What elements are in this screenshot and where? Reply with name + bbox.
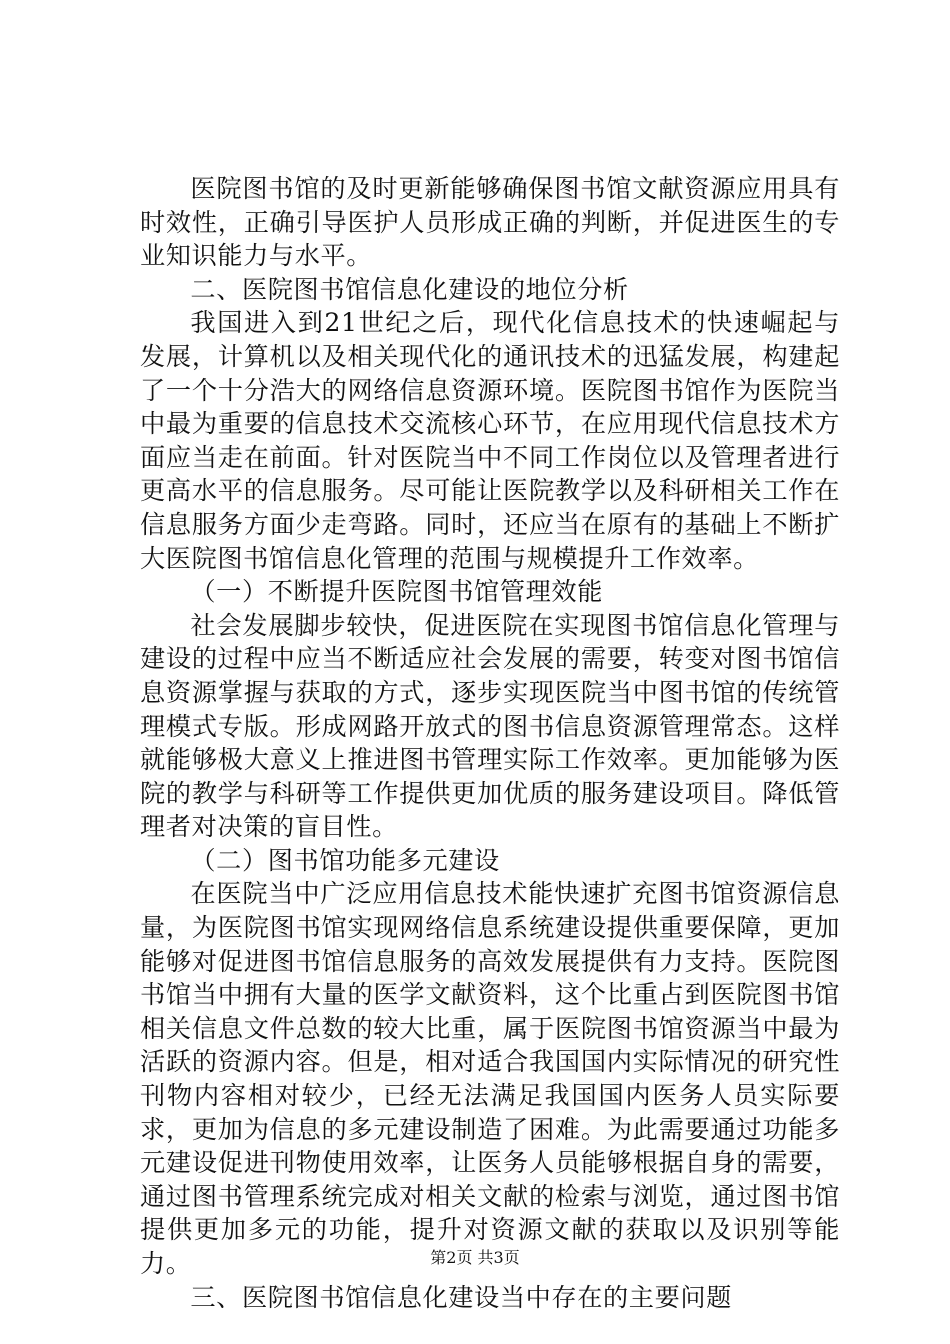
page-number: 第2页 共3页: [430, 1248, 520, 1267]
paragraph-intro: 医院图书馆的及时更新能够确保图书馆文献资源应用具有时效性，正确引导医护人员形成正确的判断，并促进医生的专业知识能力与水平。: [140, 174, 840, 271]
subsection-heading-2: （二）图书馆功能多元建设: [190, 845, 500, 875]
section-heading-3: 三、医院图书馆信息化建设当中存在的主要问题: [190, 1282, 732, 1312]
subsection-heading-1: （一）不断提升医院图书馆管理效能: [190, 577, 603, 607]
document-body: [140, 172, 840, 1314]
section-heading-2: 二、医院图书馆信息化建设的地位分析: [190, 274, 629, 304]
paragraph-subsection-1: 社会发展脚步较快，促进医院在实现图书馆信息化管理与建设的过程中应当不断适应社会发展的需要，转变对图书馆信息资源掌握与获取的方式，逐步实现医院当中图书馆的传统管理模式专版。形成网路开放式的图书信息资源管理常态。这样就能够极大意义上推进图书管理实际工作效率。更加能够为医院的教学与科研等工作提供更加优质的服务建设项目。降低管理者对决策的盲目性。: [140, 610, 840, 842]
paragraph-subsection-2: 在医院当中广泛应用信息技术能快速扩充图书馆资源信息量，为医院图书馆实现网络信息系统建设提供重要保障，更加能够对促进图书馆信息服务的高效发展提供有力支持。医院图书馆当中拥有大量的医学文献资料，这个比重占到医院图书馆相关信息文件总数的较大比重，属于医院图书馆资源当中最为活跃的资源内容。但是，相对适合我国国内实际情况的研究性刊物内容相对较少，已经无法满足我国国内医务人员实际要求，更加为信息的多元建设制造了困难。为此需要通过功能多元建设促进刊物使用效率，让医务人员能够根据自身的需要，通过图书管理系统完成对相关文献的检索与浏览，通过图书馆提供更加多元的功能，提升对资源文献的获取以及识别等能力。: [140, 879, 840, 1278]
page-footer: [0, 1248, 950, 1268]
paragraph-section-2: 我国进入到21世纪之后，现代化信息技术的快速崛起与发展，计算机以及相关现代化的通讯技术的迅猛发展，构建起了一个十分浩大的网络信息资源环境。医院图书馆作为医院当中最为重要的信息技术交流核心环节，在应用现代信息技术方面应当走在前面。针对医院当中不同工作岗位以及管理者进行更高水平的信息服务。尽可能让医院教学以及科研相关工作在信息服务方面少走弯路。同时，还应当在原有的基础上不断扩大医院图书馆信息化管理的范围与规模提升工作效率。: [140, 308, 840, 573]
